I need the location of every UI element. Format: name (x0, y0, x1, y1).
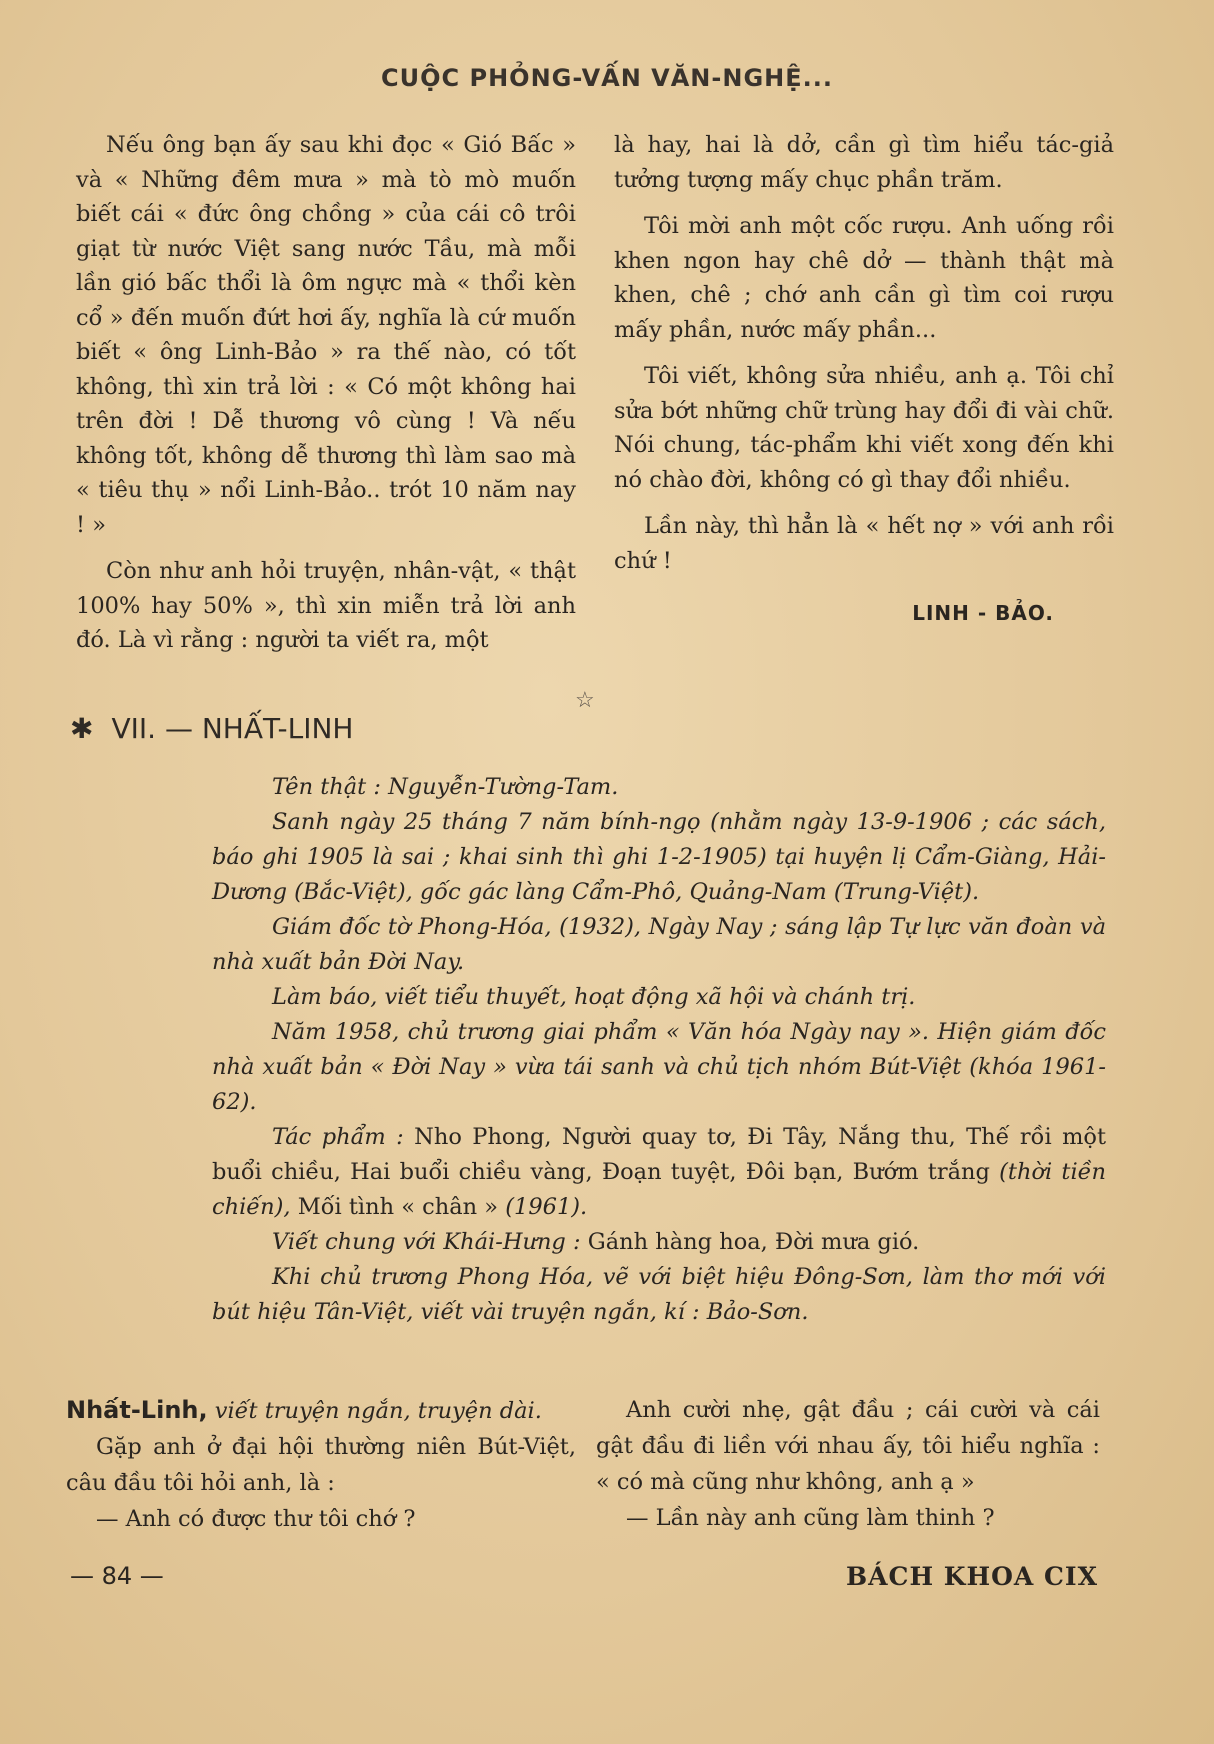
bio-cowritten (212, 1225, 1106, 1260)
magazine-footer: BÁCH KHOA CIX (846, 1562, 1098, 1591)
star-separator-icon: ☆ (575, 688, 595, 713)
biography-block (212, 770, 1106, 1330)
bio-works (212, 1120, 1106, 1225)
section-title: VII. — NHẤT-LINH (111, 712, 354, 745)
author-subtitle: viết truyện ngắn, truyện dài. (214, 1398, 542, 1424)
bio-director: Giám đốc tờ Phong-Hóa, (1932), Ngày Nay ; sáng lập Tự lực văn đoàn và nhà xuất bản Đời Nay. (212, 914, 1106, 975)
author-name: Nhất-Linh, (66, 1396, 208, 1424)
interview-left-p1: Gặp anh ở đại hội thường niên Bút-Việt, câu đầu tôi hỏi anh, là : (66, 1434, 576, 1496)
right-paragraph-4: Lần này, thì hẳn là « hết nợ » với anh rồi chứ ! (614, 513, 1114, 574)
bio-works-label: Tác phẩm : (272, 1124, 404, 1150)
bio-works-year: (1961). (505, 1194, 588, 1220)
interview-right (596, 1392, 1100, 1536)
asterisk-icon: ✱ (70, 712, 94, 745)
bio-cowritten-list: Gánh hàng hoa, Đời mưa gió. (587, 1229, 920, 1255)
right-paragraph-1: là hay, hai là dở, cần gì tìm hiểu tác-giả tưởng tượng mấy chục phần trăm. (614, 132, 1114, 193)
interview-right-p2: — Lần này anh cũng làm thinh ? (626, 1505, 995, 1531)
bio-real-name: Tên thật : Nguyễn-Tường-Tam. (272, 774, 619, 800)
interview-right-p1: Anh cười nhẹ, gật đầu ; cái cười và cái gật đầu đi liền với nhau ấy, tôi hiểu nghĩa : « có mà cũng như không, anh ạ » (596, 1397, 1100, 1495)
running-head: CUỘC PHỎNG-VẤN VĂN-NGHỆ... (381, 64, 833, 92)
left-column (76, 128, 576, 670)
bio-birth: Sanh ngày 25 tháng 7 năm bính-ngọ (nhằm ngày 13-9-1906 ; các sách, báo ghi 1905 là sai ; khai sinh thì ghi 1-2-1905) tại huyện lị Cẩm-Giàng, Hải-Dương (Bắc-Việt), gốc gác làng Cẩm-Phô, Quảng-Nam (Trung-Việt). (212, 809, 1106, 905)
signature: LINH - BẢO. (912, 601, 1054, 625)
page-number: — 84 — (70, 1562, 164, 1590)
right-paragraph-2: Tôi mời anh một cốc rượu. Anh uống rồi khen ngon hay chê dở — thành thật mà khen, chê ; chớ anh cần gì tìm coi rượu mấy phần, nước mấy phần... (614, 213, 1114, 343)
bio-activities: Làm báo, viết tiểu thuyết, hoạt động xã hội và chánh trị. (272, 984, 916, 1010)
left-paragraph-1: Nếu ông bạn ấy sau khi đọc « Gió Bấc » và « Những đêm mưa » mà tò mò muốn biết cái « đức ông chồng » của cái cô trôi giạt từ nước Việt sang nước Tầu, mà mỗi lần gió bấc thổi là ôm ngực mà « thổi kèn cổ » đến muốn đứt hơi ấy, nghĩa là cứ muốn biết « ông Linh-Bảo » ra thế nào, có tốt không, thì xin trả lời : « Có một không hai trên đời ! Dễ thương vô cùng ! Và nếu không tốt, không dễ thương thì làm sao mà « tiêu thụ » nổi Linh-Bảo.. trót 10 năm nay ! » (76, 132, 576, 538)
interview-left (66, 1392, 576, 1537)
bio-1958: Năm 1958, chủ trương giai phẩm « Văn hóa Ngày nay ». Hiện giám đốc nhà xuất bản « Đời Nay » vừa tái sanh và chủ tịch nhóm Bút-Việt (khóa 1961-62). (212, 1019, 1106, 1115)
bio-works-list-2: Mối tình « chân » (297, 1194, 499, 1220)
section-heading (70, 712, 354, 745)
interview-left-p2: — Anh có được thư tôi chớ ? (96, 1506, 416, 1532)
bio-works-note: (thời tiền chiến), (212, 1159, 1107, 1220)
interview-intro (66, 1392, 576, 1429)
right-column (614, 128, 1114, 631)
bio-cowritten-label: Viết chung với Khái-Hưng : (272, 1229, 581, 1255)
bio-works-list: Nho Phong, Người quay tơ, Đi Tây, Nắng thu, Thế rồi một buổi chiều, Hai buổi chiều vàng, Đoạn tuyệt, Đôi bạn, Bướm trắng (212, 1124, 1106, 1185)
bio-pen-names: Khi chủ trương Phong Hóa, vẽ với biệt hiệu Đông-Sơn, làm thơ mới với bút hiệu Tân-Việt, viết vài truyện ngắn, kí : Bảo-Sơn. (212, 1264, 1106, 1325)
right-paragraph-3: Tôi viết, không sửa nhiều, anh ạ. Tôi chỉ sửa bớt những chữ trùng hay đổi đi vài chữ. Nói chung, tác-phẩm khi viết xong đến khi nó chào đời, không có gì thay đổi nhiều. (614, 363, 1114, 493)
left-paragraph-2: Còn như anh hỏi truyện, nhân-vật, « thật 100% hay 50% », thì xin miễn trả lời anh đó. Là vì rằng : người ta viết ra, một (76, 558, 576, 653)
